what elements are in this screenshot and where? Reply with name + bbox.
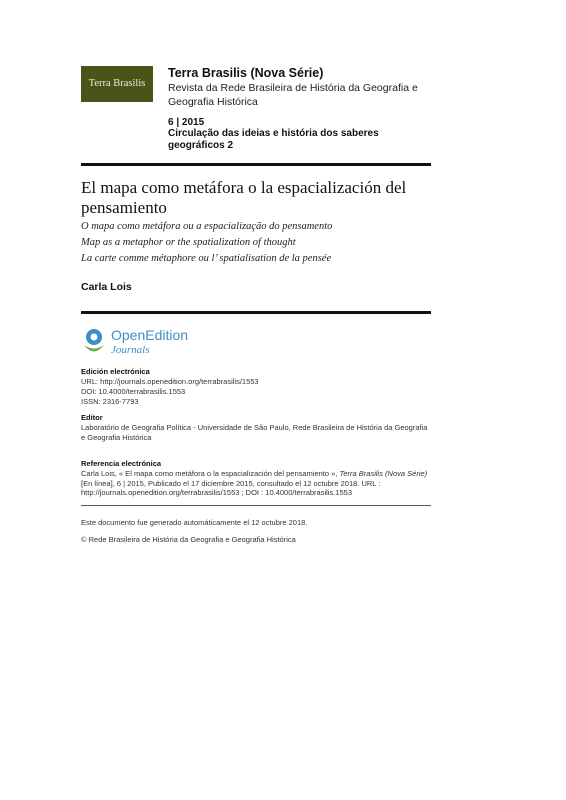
alt-title-pt: O mapa como metáfora ou a espacialização do pensamento <box>81 221 333 232</box>
referencia-heading: Referencia electrónica <box>81 459 162 468</box>
edicion-heading: Edición electrónica <box>81 367 150 376</box>
journal-title: Terra Brasilis (Nova Série) <box>168 66 324 80</box>
openedition-logo-icon <box>81 328 107 358</box>
edicion-url[interactable]: URL: http://journals.openedition.org/terrabrasilis/1553 <box>81 377 259 386</box>
footer-rule <box>81 505 431 506</box>
editor-heading: Editor <box>81 413 103 422</box>
referencia-text-start: Carla Lois, « El mapa como metáfora o la espacialización del pensamiento », <box>81 469 340 478</box>
copyright-note: © Rede Brasileira de História da Geografia e Geografia Histórica <box>81 535 296 544</box>
author-name: Carla Lois <box>81 281 132 293</box>
generated-note: Este documento fue generado automáticamente el 12 octubre 2018. <box>81 518 308 527</box>
issue-title: Circulação das ideias e história dos saberes geográficos 2 <box>168 128 379 151</box>
openedition-name: OpenEdition <box>111 327 189 343</box>
top-rule <box>81 163 431 166</box>
openedition-sub: Journals <box>111 344 150 356</box>
journal-logo: Terra Brasilis <box>81 66 153 102</box>
alt-title-en: Map as a metaphor or the spatialization of thought <box>81 237 296 248</box>
middle-rule <box>81 311 431 314</box>
referencia-journal-italic: Terra Brasilis (Nova Série) <box>339 469 428 478</box>
referencia-text-end[interactable]: [En línea], 6 | 2015, Publicado el 17 diciembre 2015, consultado el 12 octubre 2018. URL : http://journals.openedition.org/terrabrasilis/1553 ; DOI : 10.4000/terrabrasilis.1553 <box>81 478 381 497</box>
article-title: El mapa como metáfora o la espacialización del pensamiento <box>81 178 407 217</box>
editor-text: Laboratório de Geografia Política - Universidade de São Paulo, Rede Brasileira de História da Geografia e Geografia Histórica <box>81 423 428 442</box>
issue-number: 6 | 2015 <box>168 117 205 128</box>
alt-title-fr: La carte comme métaphore ou l’ spatialisation de la pensée <box>81 253 332 264</box>
journal-subtitle: Revista da Rede Brasileira de História da Geografia e Geografia Histórica <box>168 82 418 108</box>
edicion-issn: ISSN: 2316-7793 <box>81 397 139 406</box>
referencia-text <box>81 469 433 498</box>
edicion-doi[interactable]: DOI: 10.4000/terrabrasilis.1553 <box>81 387 186 396</box>
